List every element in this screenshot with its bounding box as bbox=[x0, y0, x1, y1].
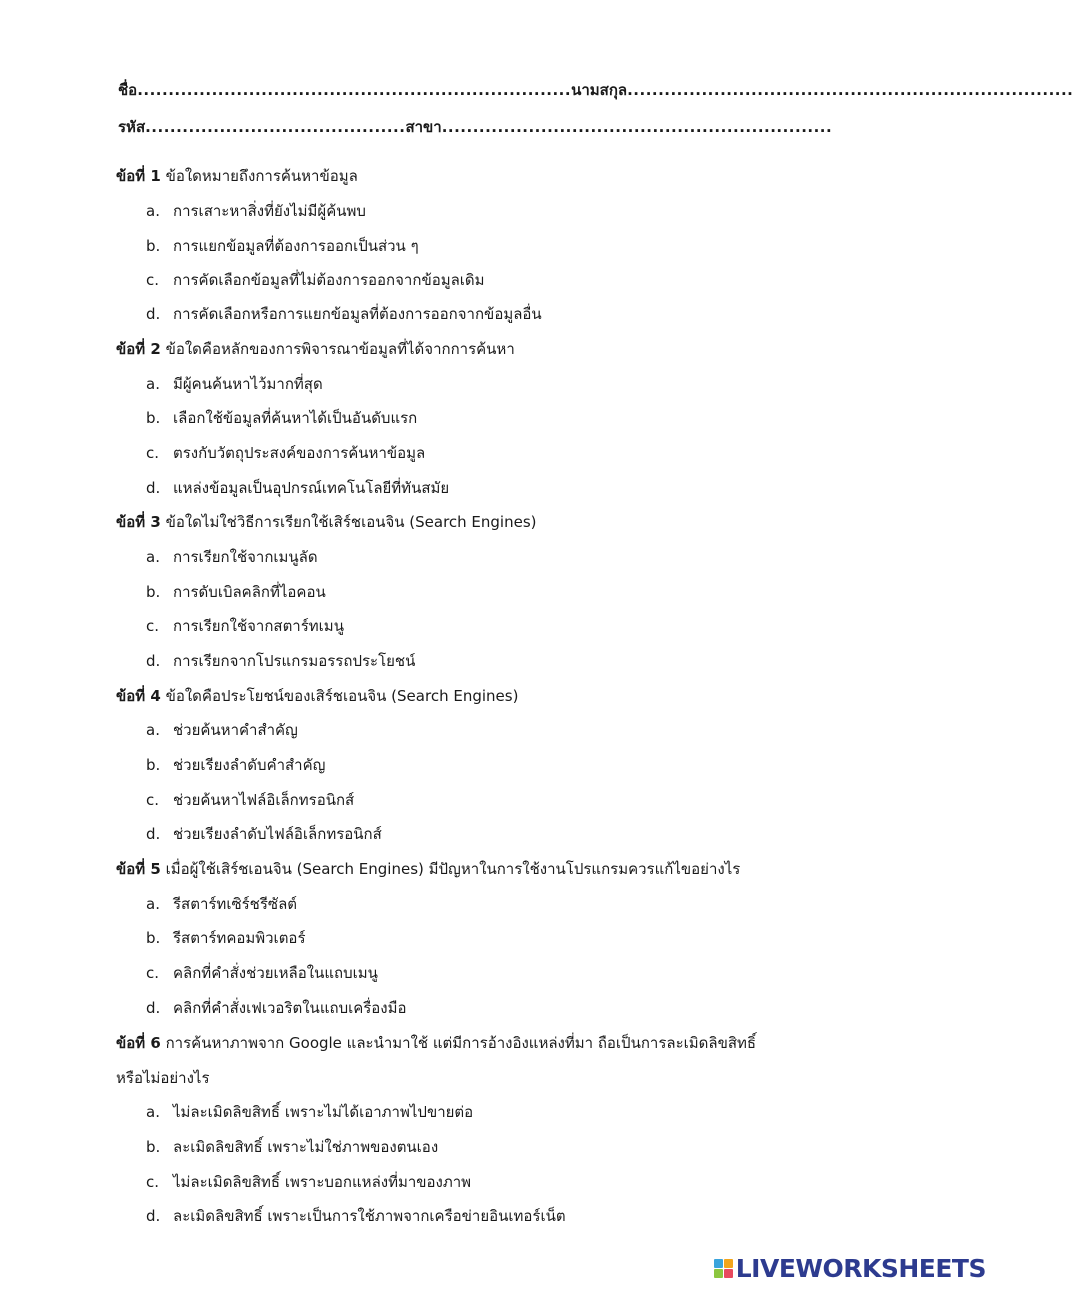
name-line bbox=[118, 78, 1073, 102]
option-3c[interactable]: c. การเรียกใช้จากสตาร์ทเมนู bbox=[146, 617, 344, 635]
option-2a[interactable]: a. มีผู้คนค้นหาไว้มากที่สุด bbox=[146, 375, 323, 393]
logo-mark-icon bbox=[714, 1259, 733, 1278]
question-number: ข้อที่ 4 bbox=[116, 687, 161, 705]
question-number: ข้อที่ 2 bbox=[116, 340, 161, 358]
question-text: การค้นหาภาพจาก Google และนำมาใช้ แต่มีการอ้างอิงแหล่งที่มา ถือเป็นการละเมิดลิขสิทธิ์ bbox=[165, 1034, 757, 1052]
option-4b[interactable]: b. ช่วยเรียงลำดับคำสำคัญ bbox=[146, 756, 326, 774]
option-1d[interactable]: d. การคัดเลือกหรือการแยกข้อมูลที่ต้องการออกจากข้อมูลอื่น bbox=[146, 305, 542, 323]
question-2 bbox=[116, 337, 515, 361]
surname-label: นามสกุล bbox=[571, 81, 628, 99]
question-text: เมื่อผู้ใช้เสิร์ชเอนจิน (Search Engines) มีปัญหาในการใช้งานโปรแกรมควรแก้ไขอย่างไร bbox=[165, 860, 741, 878]
option-6b[interactable]: b. ละเมิดลิขสิทธิ์ เพราะไม่ใช่ภาพของตนเอง bbox=[146, 1138, 439, 1156]
option-2d[interactable]: d. แหล่งข้อมูลเป็นอุปกรณ์เทคโนโลยีที่ทันสมัย bbox=[146, 479, 450, 497]
liveworksheets-logo[interactable] bbox=[714, 1254, 986, 1283]
question-number: ข้อที่ 1 bbox=[116, 167, 161, 185]
option-4a[interactable]: a. ช่วยค้นหาคำสำคัญ bbox=[146, 721, 298, 739]
option-6c[interactable]: c. ไม่ละเมิดลิขสิทธิ์ เพราะบอกแหล่งที่มาของภาพ bbox=[146, 1173, 472, 1191]
question-number: ข้อที่ 5 bbox=[116, 860, 161, 878]
id-field[interactable]: .......................................... bbox=[145, 118, 406, 136]
option-4c[interactable]: c. ช่วยค้นหาไฟล์อิเล็กทรอนิกส์ bbox=[146, 791, 355, 809]
option-2c[interactable]: c. ตรงกับวัตถุประสงค์ของการค้นหาข้อมูล bbox=[146, 444, 426, 462]
name-field[interactable]: ...................................................................... bbox=[137, 81, 572, 99]
branch-label: สาขา bbox=[405, 118, 442, 136]
option-1a[interactable]: a. การเสาะหาสิ่งที่ยังไม่มีผู้ค้นพบ bbox=[146, 202, 366, 220]
option-5c[interactable]: c. คลิกที่คำสั่งช่วยเหลือในแถบเมนู bbox=[146, 964, 378, 982]
question-6-continuation: หรือไม่อย่างไร bbox=[116, 1069, 210, 1087]
question-5 bbox=[116, 857, 740, 881]
id-line bbox=[118, 115, 832, 139]
branch-field[interactable]: ............................................................... bbox=[441, 118, 833, 136]
question-6 bbox=[116, 1031, 756, 1055]
option-1b[interactable]: b. การแยกข้อมูลที่ต้องการออกเป็นส่วน ๆ bbox=[146, 237, 419, 255]
option-5d[interactable]: d. คลิกที่คำสั่งเฟเวอริตในแถบเครื่องมือ bbox=[146, 999, 407, 1017]
option-3b[interactable]: b. การดับเบิลคลิกที่ไอคอน bbox=[146, 583, 326, 601]
option-3d[interactable]: d. การเรียกจากโปรแกรมอรรถประโยชน์ bbox=[146, 652, 416, 670]
surname-field[interactable]: ........................................................................ bbox=[627, 81, 1073, 99]
question-text: ข้อใดคือหลักของการพิจารณาข้อมูลที่ได้จากการค้นหา bbox=[165, 340, 515, 358]
question-number: ข้อที่ 6 bbox=[116, 1034, 161, 1052]
option-5b[interactable]: b. รีสตาร์ทคอมพิวเตอร์ bbox=[146, 929, 306, 947]
question-4 bbox=[116, 684, 518, 708]
question-number: ข้อที่ 3 bbox=[116, 513, 161, 531]
name-label: ชื่อ bbox=[118, 81, 138, 99]
option-5a[interactable]: a. รีสตาร์ทเซิร์ชรีซัลต์ bbox=[146, 895, 298, 913]
id-label: รหัส bbox=[118, 118, 146, 136]
question-text: ข้อใดหมายถึงการค้นหาข้อมูล bbox=[165, 167, 358, 185]
option-4d[interactable]: d. ช่วยเรียงลำดับไฟล์อิเล็กทรอนิกส์ bbox=[146, 825, 382, 843]
option-2b[interactable]: b. เลือกใช้ข้อมูลที่ค้นหาได้เป็นอันดับแรก bbox=[146, 409, 418, 427]
option-1c[interactable]: c. การคัดเลือกข้อมูลที่ไม่ต้องการออกจากข้อมูลเดิม bbox=[146, 271, 485, 289]
question-text: ข้อใดไม่ใช่วิธีการเรียกใช้เสิร์ชเอนจิน (Search Engines) bbox=[165, 513, 537, 531]
question-3 bbox=[116, 510, 537, 534]
option-6d[interactable]: d. ละเมิดลิขสิทธิ์ เพราะเป็นการใช้ภาพจากเครือข่ายอินเทอร์เน็ต bbox=[146, 1207, 566, 1225]
question-text: ข้อใดคือประโยชน์ของเสิร์ชเอนจิน (Search Engines) bbox=[165, 687, 519, 705]
option-3a[interactable]: a. การเรียกใช้จากเมนูลัด bbox=[146, 548, 318, 566]
option-6a[interactable]: a. ไม่ละเมิดลิขสิทธิ์ เพราะไม่ได้เอาภาพไปขายต่อ bbox=[146, 1103, 474, 1121]
logo-text: LIVEWORKSHEETS bbox=[735, 1254, 986, 1283]
question-1 bbox=[116, 164, 358, 188]
